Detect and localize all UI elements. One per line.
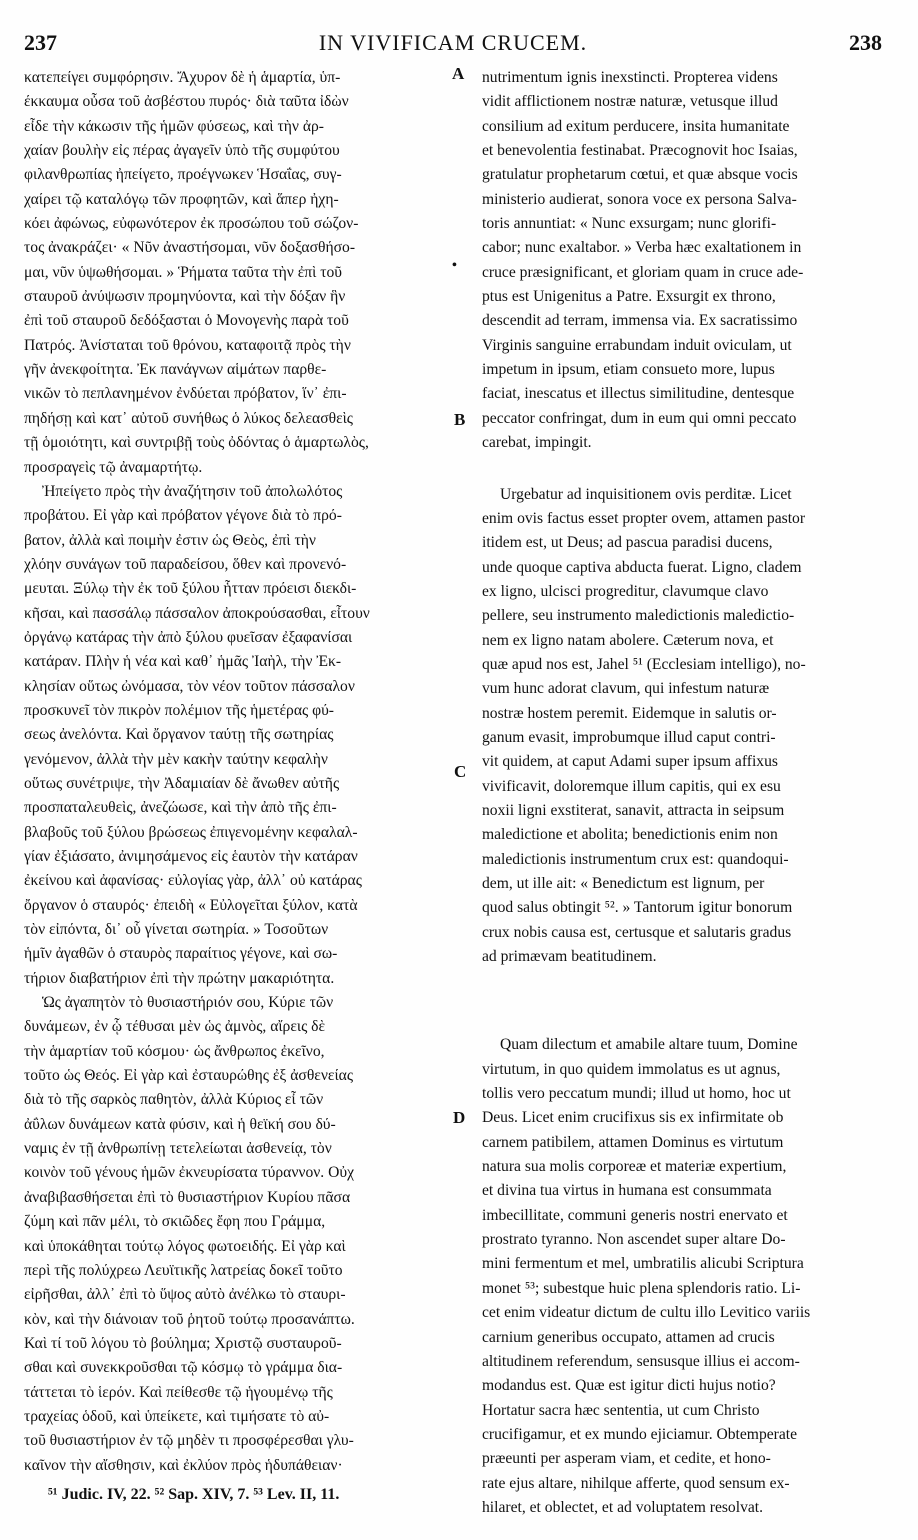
text-line: ganum evasit, improbumque illud caput contri- [482,728,776,746]
text-line: faciat, inescatus et illectus similitudine, dentesque [482,385,795,403]
text-line: μευται. Ξύλῳ τὴν ἐκ τοῦ ξύλου ἧτταν πρόεισι διεκδι- [24,580,357,598]
text-line: κλησίαν οὕτως ὠνόμασα, τὸν νέον τοῦτον πάσσαλον [24,677,355,695]
text-line: έκκαυμα οὖσα τοῦ ἀσβέστου πυρός· διὰ ταῦτα ἰδὼν [24,93,349,111]
text-line: ναμις ἐν τῇ ἀνθρωπίνῃ τετελείωται ἀσθενείᾳ, τὸν [24,1140,332,1158]
text-line: κοινὸν τοῦ γένους ἡμῶν ἐκνευρίσατα τύραννον. Οὐχ [24,1164,354,1182]
text-line: carnium generibus occupato, attamen ad crucis [482,1328,775,1346]
margin-marker-d: D [453,1108,466,1127]
text-line: unde quoque captiva abducta fuerat. Ligno, cladem [482,558,802,576]
text-line: itidem est, ut Deus; ad pascua paradisi ducens, [482,534,773,552]
text-line: modandus est. Quæ est igitur dicti hujus notio? [482,1377,776,1395]
text-line: καῖνον τὴν αἴσθησιν, καὶ ἐκλύον πρὸς ἡδυπάθειαν· [24,1456,343,1474]
text-line: τὸν εἰπόντα, δι᾽ οὗ γίνεται σωτηρία. » Τοσοῦτων [24,921,329,939]
running-title: IN VIVIFICAM CRUCEM. [318,30,588,55]
text-line: καὶ ὑποκάθηται τούτῳ λόγος φωτοειδής. Εἰ γὰρ καὶ [24,1237,346,1255]
text-line: impetum in ipsum, etiam consueto more, lupus [482,361,775,379]
text-line: cet enim videatur dictum de cultu illo Levitico variis [482,1304,811,1322]
text-line: vidit afflictionem nostræ naturæ, vetusque illud [482,93,778,111]
text-line: σθαι καὶ συνεκκροῦσθαι τῷ κόσμῳ τὸ γράμμα δια- [24,1359,343,1377]
text-line: χλόην συνάγων τοῦ παραδείσου, ὅθεν καὶ προνενό- [24,555,347,573]
text-line: τοῦτο ὡς Θεός. Εἰ γὰρ καὶ ἐσταυρώθης ἐξ ἀσθενείας [24,1067,353,1085]
text-line: Ὡς ἀγαπητὸν τὸ θυσιαστήριόν σου, Κύριε τῶν [42,994,334,1012]
text-line: virtutum, in quo quidem immolatus es ut agnus, [482,1060,781,1078]
greek-paragraph-1 [24,66,448,480]
text-line: ὄργανον ὁ σταυρός· ἐπειδὴ « Εὐλογεῖται ξύλον, κατὰ [24,896,358,914]
text-line: carnem patibilem, attamen Dominus es virtutum [482,1133,784,1151]
footnotes: ⁵¹ Judic. IV, 22. ⁵² Sap. XIV, 7. ⁵³ Lev. II, 11. [48,1486,340,1503]
text-line: κόει ἀφώνως, εὐφωνότερον ἐκ προσώπου τοῦ σώζον- [24,215,359,233]
text-line: τάττεται τὸ ἱερόν. Καὶ πείθεσθε τῷ ἡγουμένῳ τῆς [24,1383,333,1401]
text-line: quod salus obtingit ⁵². » Tantorum igitur bonorum [482,899,793,917]
latin-paragraph-1 [482,66,894,456]
text-line: εἰρῆσθαι, ἀλλ᾽ ἐπὶ τὸ ὕψος αὐτὸ ἀνέλκω τὸ σταυρι- [24,1286,346,1304]
text-line: dem, ut ille ait: « Benedictum est lignum, per [482,875,765,892]
text-line: γίαν ἐξιάσατο, ἀνιμησάμενος εἰς ἑαυτὸν τὴν κατάραν [24,848,358,865]
margin-marker-dot: • [452,258,457,273]
greek-paragraph-3 [24,991,448,1478]
text-line: περὶ τῆς πολύχρεω Λευϊτικῆς λατρείας δοκεῖ τοῦτο [24,1261,343,1279]
text-line: crux nobis causa est, certusque et salutaris gradus [482,923,792,941]
text-line: noxii ligni exstiterat, sanavit, attracta in seipsum [482,801,785,819]
text-line: nutrimentum ignis inexstincti. Propterea videns [482,69,778,86]
text-line: gratulatur prophetarum cœtui, et quæ absque vocis [482,166,798,184]
text-line: et benevolentia festinabat. Præcognovit hoc Isaias, [482,142,798,160]
text-line: Hortatur sacra hæc sententia, ut cum Christo [482,1401,760,1419]
text-line: ἐκείνου καὶ ἀφανίσας· εὐλογίας γὰρ, ἀλλ᾽ οὐ κατάρας [24,872,362,890]
text-line: ptus est Unigenitus a Patre. Exsurgit ex throno, [482,288,776,306]
text-line: ex ligno, ulcisci progreditur, clavumque clavo [482,582,769,600]
text-line: κὸν, καὶ τὴν διάνοιαν τοῦ ῥητοῦ τούτῳ προσανάπτω. [24,1310,355,1328]
text-line: tollis vero peccatum mundi; illud ut homo, hoc ut [482,1085,791,1103]
text-line: præeunti per asperam viam, et cedite, et hono- [482,1450,771,1468]
greek-column [24,66,448,1478]
text-line: ad primævam beatitudinem. [482,948,657,966]
margin-marker-a: A [452,64,465,83]
text-line: κατεπείγει συμφόρησιν. Ἄχυρον δὲ ἡ ἁμαρτία, ὑπ- [24,69,341,86]
text-line: προσκυνεῖ τὸν πικρὸν πολέμιον τῆς ἡμετέρας φύ- [24,701,334,719]
text-line: ministerio audierat, sonora voce ex persona Salva- [482,190,797,208]
text-line: consilium ad exitum perducere, insita humanitate [482,117,790,135]
text-line: προβάτου. Εἰ γὰρ καὶ πρόβατον γέγονε διὰ τὸ πρό- [24,507,342,525]
text-line: προσραγεὶς τῷ ἀναμαρτήτῳ. [24,458,203,476]
text-line: γενόμενον, ἀλλὰ τὴν μὲν κακὴν ταύτην κεφαλὴν [24,750,328,768]
text-line: δυνάμεων, ἐν ᾧ τέθυσαι μὲν ὡς ἀμνὸς, αἴρεις δὲ [24,1018,326,1036]
text-line: χαίρει τῷ καταλόγῳ τῶν προφητῶν, καὶ ἅπερ ἠχη- [24,190,339,208]
text-line: rate ejus altare, nihilque afferte, quod sensum ex- [482,1474,790,1492]
text-line: Πατρός. Ἀνίσταται τοῦ θρόνου, καταφοιτᾷ πρὸς τὴν [24,336,351,354]
text-line: cabor; nunc exaltabor. » Verba hæc exaltationem in [482,239,802,257]
text-line: νικῶν τὸ πεπλανημένον ἐνδύεται πρόβατον, ἵν᾽ ἐπι- [24,385,347,403]
text-line: natura sua molis corporeæ et materiæ expertium, [482,1158,787,1176]
text-line: descendit ad terram, immensa via. Ex sacratissimo [482,312,798,330]
text-line: carebat, impingit. [482,434,592,452]
text-line: τοῦ θυσιαστήριον ἐν τῷ μηδὲν τι προσφέρεσθαι γλυ- [24,1432,354,1450]
text-line: βλαβοῦς τοῦ ξύλου βρώσεως ἐπιγενομένην κεφαλαλ- [24,823,358,841]
text-line: cruce præsignificant, et gloriam quam in cruce ade- [482,263,804,281]
text-line: ζύμη καὶ πᾶν μέλι, τὸ σκιῶδες ἔφη που Γράμμα, [24,1213,326,1231]
margin-marker-c: C [454,762,467,781]
text-line: maledictione et abolita; benedictionis enim non [482,826,778,844]
latin-column [482,66,894,1520]
text-line: τὴν ἁμαρτίαν τοῦ κόσμου· ὡς ἄνθρωπος ἐκεῖνο, [24,1042,325,1060]
text-line: διὰ τὸ τῆς σαρκὸς παθητὸν, ἀλλὰ Κύριος εἶ τῶν [24,1091,324,1109]
text-line: ἀΰλων δυνάμεων κατὰ φύσιν, καὶ ἡ θεϊκή σου δύ- [24,1115,336,1133]
text-line: nem ex ligno natam abolere. Cæterum nova, et [482,631,774,649]
text-line: monet ⁵³; subestque huic plena splendoris ratio. Li- [482,1279,801,1297]
text-line: Καὶ τί τοῦ λόγου τὸ βούλημα; Χριστῷ συσταυροῦ- [24,1334,342,1352]
text-line: μαι, νῦν ὑψωθήσομαι. » Ῥήματα ταῦτα τὴν ἐπὶ τοῦ [24,263,343,281]
greek-paragraph-2 [24,480,448,991]
text-line: χαίαν βουλὴν εἰς πέρας ἀγαγεῖν ὑπὸ τῆς συμφύτου [24,142,340,160]
text-line: ἀναβιβασθήσεται ἐπὶ τὸ θυσιαστήριον Κυρίου πᾶσα [24,1188,351,1206]
text-line: peccator confringat, dum in eum qui omni peccato [482,409,797,427]
text-line: Quam dilectum et amabile altare tuum, Domine [500,1036,798,1054]
text-line: τήριον διαβατήριον ἐπὶ τὴν πρώτην μακαριότητα. [24,969,335,987]
page-number-left: 237 [24,30,57,55]
running-header [24,30,882,60]
text-line: προσπαταλευθεὶς, ἀνεζώωσε, καὶ τὴν ἀπὸ τῆς ἐπι- [24,799,337,817]
text-line: quæ apud nos est, Jahel ⁵¹ (Ecclesiam intelligo), no- [482,655,806,673]
text-line: τῇ ὁμοιότητι, καὶ συντριβῇ τοὺς ὀδόντας ὁ ἁμαρτωλὸς, [24,434,369,452]
text-line: κατάραν. Πλὴν ἡ νέα καὶ καθ᾽ ἡμᾶς Ἰαὴλ, τὴν Ἐκ- [24,653,342,671]
margin-marker-b: B [454,410,466,429]
text-line: σεως ἀνελόντα. Καὶ ὄργανον ταύτῃ τῆς σωτηρίας [24,726,334,744]
text-line: πηδήσῃ καὶ κατ᾽ αὐτοῦ συνήθως ὁ λύκος δελεασθεὶς [24,409,353,427]
text-line: pellere, seu instrumento maledictionis maledictio- [482,607,795,625]
text-line: enim ovis factus esset propter ovem, attamen pastor [482,509,806,527]
text-line: hilaret, et oblectet, et ad voluptatem resolvat. [482,1498,764,1516]
text-line: ὀργάνῳ κατάρας τὴν ἀπὸ ξύλου φυεῖσαν ἐξαφανίσαι [24,628,353,646]
text-line: vivificavit, doloremque illum capitis, qui ex esu [482,777,781,795]
text-line: altitudinem referendum, sensusque illius ei accom- [482,1352,800,1370]
text-line: nostræ hostem peremit. Eidemque in salutis or- [482,704,777,722]
text-line: vit quidem, at caput Adami super ipsum affixus [482,753,778,771]
text-line: τος ἀνακράζει· « Νῦν ἀναστήσομαι, νῦν δοξασθήσο- [24,239,356,257]
text-line: imbecillitate, communi generis nostri enervato et [482,1206,788,1224]
text-line: Urgebatur ad inquisitionem ovis perditæ. Licet [500,485,792,503]
text-line: εἶδε τὴν κάκωσιν τῆς ἡμῶν φύσεως, καὶ τὴν ἀρ- [24,117,324,135]
text-line: φιλανθρωπίας ἠπείγετο, προέγνωκεν Ἡσαΐας, συγ- [24,166,342,184]
text-line: ἡμῖν ἀγαθῶν ὁ σταυρὸς παραίτιος γέγονε, καὶ σω- [24,945,338,963]
text-line: σταυροῦ ἀνύψωσιν προμηνύοντα, καὶ τὴν δόξαν ἣν [24,288,346,306]
text-line: γῆν ἀνεκφοίτητα. Ἐκ πανάγνων αἱμάτων παρθε- [24,361,327,379]
text-line: οὕτως συνέτριψε, τὴν Ἀδαμιαίαν δὲ ἄνωθεν αὐτῆς [24,774,340,792]
text-line: βατον, ἀλλὰ καὶ ποιμὴν ἐστιν ὡς Θεὸς, ἐπὶ τὴν [24,531,316,549]
text-line: Deus. Licet enim crucifixus sis ex infirmitate ob [482,1109,784,1127]
text-line: toris annuntiat: « Nunc exsurgam; nunc glorifi- [482,215,777,233]
latin-paragraph-3 [482,1033,894,1520]
text-line: maledictionis instrumentum crux est: quandoqui- [482,850,789,868]
text-line: κῆσαι, καὶ πασσάλῳ πάσσαλον ἀποκρούσασθαι, εἶτουν [24,604,370,622]
text-line: vum hunc adorat clavum, qui infestum naturæ [482,680,770,698]
text-line: Virginis sanguine errabundam induit oviculam, ut [482,336,792,354]
text-line: crucifigamur, et ex mundo ejiciamur. Obtemperate [482,1425,798,1443]
text-line: τραχείας ὁδοῦ, καὶ ὑπείκετε, καὶ τιμήσατε τὸ αὐ- [24,1407,330,1425]
text-line: mini fermentum et mel, umbratilis alicubi Scriptura [482,1255,804,1273]
latin-paragraph-2 [482,483,894,970]
text-line: prostrato tyranno. Non ascendet super altare Do- [482,1231,786,1249]
text-line: Ἠπείγετο πρὸς τὴν ἀναζήτησιν τοῦ ἀπολωλότος [42,482,343,500]
text-line: ἐπὶ τοῦ σταυροῦ δεδόξασται ὁ Μονογενὴς παρὰ τοῦ [24,312,349,330]
page-number-right: 238 [849,30,882,55]
text-line: et divina tua virtus in humana est consummata [482,1182,772,1200]
